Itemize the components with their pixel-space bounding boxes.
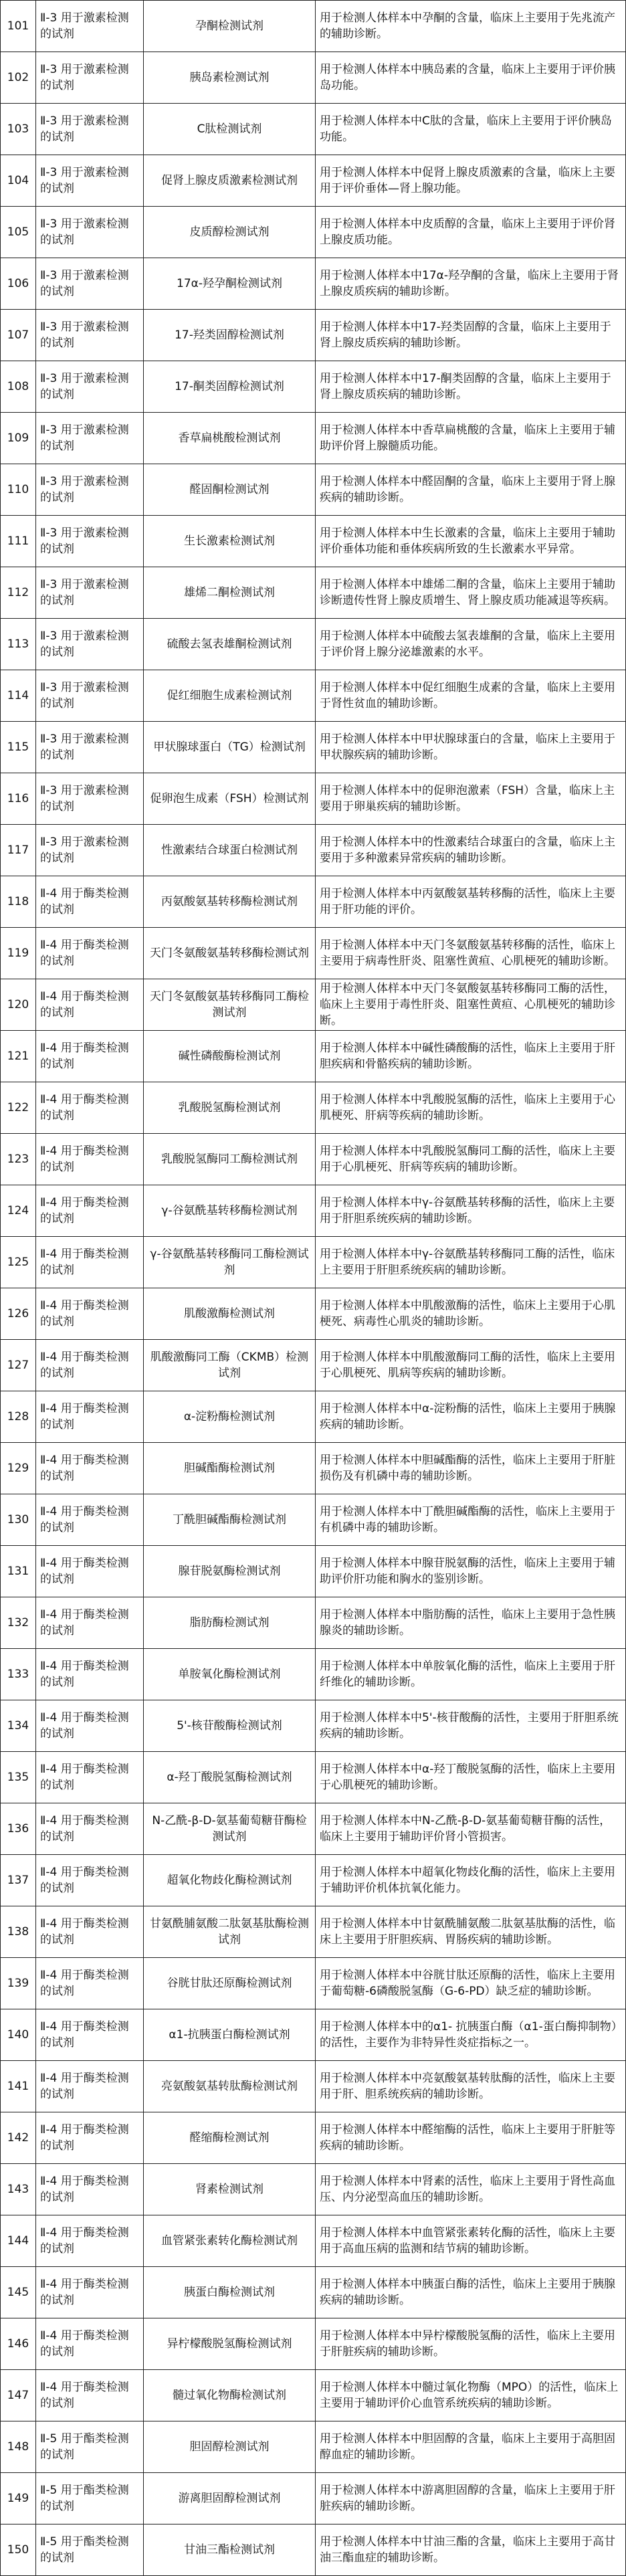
row-number: 118 <box>1 876 36 928</box>
row-intended-use: 用于检测人体样本中胆碱酯酶的活性，临床上主要用于肝脏损伤及有机磷中毒的辅助诊断。 <box>316 1443 626 1494</box>
table-row <box>1 516 626 567</box>
row-reagent-name: 碱性磷酸酶检测试剂 <box>144 1031 316 1082</box>
table-row <box>1 2215 626 2267</box>
row-intended-use: 用于检测人体样本中乳酸脱氢酶的活性，临床上主要用于心肌梗死、肝病等疾病的辅助诊断。 <box>316 1082 626 1134</box>
row-number: 121 <box>1 1031 36 1082</box>
table-row <box>1 361 626 413</box>
row-reagent-name: 丁酰胆碱酯酶检测试剂 <box>144 1494 316 1546</box>
row-category: Ⅱ-4 用于酶类检测的试剂 <box>36 876 144 928</box>
row-reagent-name: γ-谷氨酰基转移酶检测试剂 <box>144 1185 316 1237</box>
row-reagent-name: 5'-核苷酸酶检测试剂 <box>144 1700 316 1752</box>
row-number: 120 <box>1 979 36 1031</box>
row-intended-use: 用于检测人体样本中天门冬氨酸氨基转移酶的活性，临床上主要用于病毒性肝炎、阻塞性黄疸、心肌梗死的辅助诊断。 <box>316 928 626 979</box>
row-reagent-name: 香草扁桃酸检测试剂 <box>144 413 316 464</box>
table-row <box>1 258 626 310</box>
row-number: 123 <box>1 1134 36 1185</box>
row-number: 128 <box>1 1391 36 1443</box>
row-number: 150 <box>1 2524 36 2576</box>
row-category: Ⅱ-4 用于酶类检测的试剂 <box>36 2112 144 2164</box>
row-number: 106 <box>1 258 36 310</box>
row-number: 134 <box>1 1700 36 1752</box>
row-reagent-name: 醛固酮检测试剂 <box>144 464 316 516</box>
row-reagent-name: 性激素结合球蛋白检测试剂 <box>144 825 316 876</box>
row-category: Ⅱ-4 用于酶类检测的试剂 <box>36 2370 144 2421</box>
row-intended-use: 用于检测人体样本中香草扁桃酸的含量，临床上主要用于辅助评价肾上腺髓质功能。 <box>316 413 626 464</box>
table-row <box>1 1391 626 1443</box>
row-intended-use: 用于检测人体样本中丁酰胆碱酯酶的活性，临床上主要用于有机磷中毒的辅助诊断。 <box>316 1494 626 1546</box>
row-reagent-name: 超氧化物歧化酶检测试剂 <box>144 1855 316 1906</box>
row-category: Ⅱ-3 用于激素检测的试剂 <box>36 52 144 104</box>
row-category: Ⅱ-4 用于酶类检测的试剂 <box>36 1340 144 1391</box>
row-intended-use: 用于检测人体样本中孕酮的含量，临床上主要用于先兆流产的辅助诊断。 <box>316 1 626 52</box>
table-row <box>1 1134 626 1185</box>
row-reagent-name: 腺苷脱氨酶检测试剂 <box>144 1546 316 1597</box>
row-category: Ⅱ-4 用于酶类检测的试剂 <box>36 2267 144 2318</box>
row-intended-use: 用于检测人体样本中谷胱甘肽还原酶的活性，临床上主要用于葡萄糖-6磷酸脱氢酶（G-6-PD）缺乏症的辅助诊断。 <box>316 1958 626 2009</box>
row-reagent-name: 天门冬氨酸氨基转移酶检测试剂 <box>144 928 316 979</box>
row-reagent-name: 甘氨酰脯氨酸二肽氨基肽酶检测试剂 <box>144 1906 316 1958</box>
row-category: Ⅱ-4 用于酶类检测的试剂 <box>36 1597 144 1649</box>
row-intended-use: 用于检测人体样本中γ-谷氨酰基转移酶的活性，临床上主要用于肝胆系统疾病的辅助诊断。 <box>316 1185 626 1237</box>
table-row <box>1 1803 626 1855</box>
row-intended-use: 用于检测人体样本中的α1- 抗胰蛋白酶（α1-蛋白酶抑制物）的活性，主要作为非特异性炎症指标之一。 <box>316 2009 626 2061</box>
row-number: 109 <box>1 413 36 464</box>
row-intended-use: 用于检测人体样本中脂肪酶的活性，临床上主要用于急性胰腺炎的辅助诊断。 <box>316 1597 626 1649</box>
row-reagent-name: α-羟丁酸脱氢酶检测试剂 <box>144 1752 316 1803</box>
row-category: Ⅱ-3 用于激素检测的试剂 <box>36 155 144 207</box>
row-intended-use: 用于检测人体样本中腺苷脱氨酶的活性，临床上主要用于辅助评价肝功能和胸水的鉴别诊断。 <box>316 1546 626 1597</box>
row-category: Ⅱ-5 用于酯类检测的试剂 <box>36 2524 144 2576</box>
row-category: Ⅱ-3 用于激素检测的试剂 <box>36 619 144 670</box>
row-category: Ⅱ-4 用于酶类检测的试剂 <box>36 1855 144 1906</box>
row-number: 133 <box>1 1649 36 1700</box>
row-category: Ⅱ-4 用于酶类检测的试剂 <box>36 928 144 979</box>
row-reagent-name: γ-谷氨酰基转移酶同工酶检测试剂 <box>144 1237 316 1288</box>
row-reagent-name: N-乙酰-β-D-氨基葡萄糖苷酶检测试剂 <box>144 1803 316 1855</box>
row-number: 117 <box>1 825 36 876</box>
row-number: 114 <box>1 670 36 722</box>
row-number: 138 <box>1 1906 36 1958</box>
row-reagent-name: 异柠檬酸脱氢酶检测试剂 <box>144 2318 316 2370</box>
row-intended-use: 用于检测人体样本中甘氨酰脯氨酸二肽氨基肽酶的活性，临床上主要用于肝胆疾病、胃肠疾病的辅助诊断。 <box>316 1906 626 1958</box>
row-number: 136 <box>1 1803 36 1855</box>
row-intended-use: 用于检测人体样本中丙氨酸氨基转移酶的活性，临床上主要用于肝功能的评价。 <box>316 876 626 928</box>
row-reagent-name: 单胺氧化酶检测试剂 <box>144 1649 316 1700</box>
table-row <box>1 1958 626 2009</box>
table-row <box>1 2524 626 2576</box>
table-row <box>1 670 626 722</box>
row-number: 144 <box>1 2215 36 2267</box>
row-category: Ⅱ-4 用于酶类检测的试剂 <box>36 1185 144 1237</box>
row-category: Ⅱ-4 用于酶类检测的试剂 <box>36 2164 144 2215</box>
row-number: 140 <box>1 2009 36 2061</box>
row-category: Ⅱ-4 用于酶类检测的试剂 <box>36 1443 144 1494</box>
table-row <box>1 2009 626 2061</box>
row-number: 137 <box>1 1855 36 1906</box>
row-number: 105 <box>1 207 36 258</box>
table-row <box>1 1082 626 1134</box>
row-number: 103 <box>1 104 36 155</box>
row-intended-use: 用于检测人体样本中5'-核苷酸酶的活性，主要用于肝胆系统疾病的辅助诊断。 <box>316 1700 626 1752</box>
row-intended-use: 用于检测人体样本中17-羟类固醇的含量，临床上主要用于肾上腺皮质疾病的辅助诊断。 <box>316 310 626 361</box>
row-reagent-name: 17-羟类固醇检测试剂 <box>144 310 316 361</box>
row-category: Ⅱ-3 用于激素检测的试剂 <box>36 1 144 52</box>
row-category: Ⅱ-4 用于酶类检测的试剂 <box>36 979 144 1031</box>
row-category: Ⅱ-4 用于酶类检测的试剂 <box>36 1134 144 1185</box>
row-number: 127 <box>1 1340 36 1391</box>
row-reagent-name: 孕酮检测试剂 <box>144 1 316 52</box>
row-intended-use: 用于检测人体样本中胆固醇的含量，临床上主要用于高胆固醇血症的辅助诊断。 <box>316 2421 626 2473</box>
row-category: Ⅱ-5 用于酯类检测的试剂 <box>36 2421 144 2473</box>
table-row <box>1 1906 626 1958</box>
row-reagent-name: 肌酸激酶检测试剂 <box>144 1288 316 1340</box>
row-number: 135 <box>1 1752 36 1803</box>
row-reagent-name: 甘油三酯检测试剂 <box>144 2524 316 2576</box>
table-row <box>1 1185 626 1237</box>
table-row <box>1 413 626 464</box>
row-category: Ⅱ-4 用于酶类检测的试剂 <box>36 1237 144 1288</box>
table-row <box>1 1700 626 1752</box>
table-row <box>1 2164 626 2215</box>
table-row <box>1 619 626 670</box>
row-intended-use: 用于检测人体样本中甲状腺球蛋白的含量，临床上主要用于甲状腺疾病的辅助诊断。 <box>316 722 626 773</box>
row-category: Ⅱ-4 用于酶类检测的试剂 <box>36 1906 144 1958</box>
row-intended-use: 用于检测人体样本中C肽的含量，临床上主要用于评价胰岛功能。 <box>316 104 626 155</box>
row-intended-use: 用于检测人体样本中超氧化物歧化酶的活性，临床上主要用于辅助评价机体抗氧化能力。 <box>316 1855 626 1906</box>
row-number: 143 <box>1 2164 36 2215</box>
table-row <box>1 1288 626 1340</box>
table-row <box>1 464 626 516</box>
row-category: Ⅱ-4 用于酶类检测的试剂 <box>36 2009 144 2061</box>
table-row <box>1 2061 626 2112</box>
row-reagent-name: 胆碱酯酶检测试剂 <box>144 1443 316 1494</box>
row-intended-use: 用于检测人体样本中生长激素的含量，临床上主要用于辅助评价垂体功能和垂体疾病所致的生长激素水平异常。 <box>316 516 626 567</box>
row-number: 113 <box>1 619 36 670</box>
table-row <box>1 2421 626 2473</box>
table-row <box>1 928 626 979</box>
row-number: 110 <box>1 464 36 516</box>
table-row <box>1 1031 626 1082</box>
row-reagent-name: 肾素检测试剂 <box>144 2164 316 2215</box>
row-category: Ⅱ-3 用于激素检测的试剂 <box>36 361 144 413</box>
row-number: 148 <box>1 2421 36 2473</box>
row-reagent-name: 生长激素检测试剂 <box>144 516 316 567</box>
row-intended-use: 用于检测人体样本中皮质醇的含量，临床上主要用于评价肾上腺皮质功能。 <box>316 207 626 258</box>
row-intended-use: 用于检测人体样本中髓过氧化物酶（MPO）的活性，临床上主要用于辅助评价心血管系统疾病的辅助诊断。 <box>316 2370 626 2421</box>
row-intended-use: 用于检测人体样本中甘油三酯的含量，临床上主要用于高甘油三酯血症的辅助诊断。 <box>316 2524 626 2576</box>
table-row <box>1 1855 626 1906</box>
row-number: 112 <box>1 567 36 619</box>
row-reagent-name: 甲状腺球蛋白（TG）检测试剂 <box>144 722 316 773</box>
table-row <box>1 1546 626 1597</box>
table-row <box>1 1 626 52</box>
table-row <box>1 2318 626 2370</box>
row-intended-use: 用于检测人体样本中肌酸激酶的活性，临床上主要用于心肌梗死、病毒性心肌炎的辅助诊断。 <box>316 1288 626 1340</box>
row-category: Ⅱ-3 用于激素检测的试剂 <box>36 310 144 361</box>
row-intended-use: 用于检测人体样本中天门冬氨酸氨基转移酶同工酶的活性，临床上主要用于毒性肝炎、阻塞性黄疸、心肌梗死的辅助诊断。 <box>316 979 626 1031</box>
row-number: 104 <box>1 155 36 207</box>
row-intended-use: 用于检测人体样本中N-乙酰-β-D-氨基葡萄糖苷酶的活性，临床上主要用于辅助评价肾小管损害。 <box>316 1803 626 1855</box>
table-row <box>1 1597 626 1649</box>
table-row <box>1 52 626 104</box>
row-category: Ⅱ-3 用于激素检测的试剂 <box>36 207 144 258</box>
row-category: Ⅱ-3 用于激素检测的试剂 <box>36 104 144 155</box>
row-category: Ⅱ-4 用于酶类检测的试剂 <box>36 2215 144 2267</box>
table-row <box>1 1494 626 1546</box>
row-number: 101 <box>1 1 36 52</box>
row-category: Ⅱ-4 用于酶类检测的试剂 <box>36 1494 144 1546</box>
row-category: Ⅱ-4 用于酶类检测的试剂 <box>36 1546 144 1597</box>
row-category: Ⅱ-4 用于酶类检测的试剂 <box>36 1288 144 1340</box>
row-number: 115 <box>1 722 36 773</box>
row-reagent-name: 谷胱甘肽还原酶检测试剂 <box>144 1958 316 2009</box>
row-number: 116 <box>1 773 36 825</box>
row-reagent-name: 乳酸脱氢酶同工酶检测试剂 <box>144 1134 316 1185</box>
row-number: 124 <box>1 1185 36 1237</box>
row-intended-use: 用于检测人体样本中肌酸激酶同工酶的活性，临床上主要用于心肌梗死、肌病等疾病的辅助诊断。 <box>316 1340 626 1391</box>
row-number: 129 <box>1 1443 36 1494</box>
row-number: 131 <box>1 1546 36 1597</box>
row-reagent-name: 硫酸去氢表雄酮检测试剂 <box>144 619 316 670</box>
row-number: 102 <box>1 52 36 104</box>
table-row <box>1 1340 626 1391</box>
row-number: 119 <box>1 928 36 979</box>
row-reagent-name: 游离胆固醇检测试剂 <box>144 2473 316 2524</box>
row-reagent-name: 醛缩酶检测试剂 <box>144 2112 316 2164</box>
row-number: 132 <box>1 1597 36 1649</box>
row-intended-use: 用于检测人体样本中碱性磷酸酶的活性，临床上主要用于肝胆疾病和骨骼疾病的辅助诊断。 <box>316 1031 626 1082</box>
row-category: Ⅱ-3 用于激素检测的试剂 <box>36 516 144 567</box>
row-intended-use: 用于检测人体样本中胰蛋白酶的活性，临床上主要用于胰腺疾病的辅助诊断。 <box>316 2267 626 2318</box>
row-category: Ⅱ-4 用于酶类检测的试剂 <box>36 1391 144 1443</box>
row-reagent-name: C肽检测试剂 <box>144 104 316 155</box>
row-intended-use: 用于检测人体样本中亮氨酸氨基转肽酶的活性，临床上主要用于肝、胆系统疾病的辅助诊断。 <box>316 2061 626 2112</box>
row-reagent-name: 促红细胞生成素检测试剂 <box>144 670 316 722</box>
row-reagent-name: 促肾上腺皮质激素检测试剂 <box>144 155 316 207</box>
row-reagent-name: 天门冬氨酸氨基转移酶同工酶检测试剂 <box>144 979 316 1031</box>
row-number: 125 <box>1 1237 36 1288</box>
row-number: 108 <box>1 361 36 413</box>
row-intended-use: 用于检测人体样本中的促卵泡激素（FSH）含量，临床上主要用于卵巢疾病的辅助诊断。 <box>316 773 626 825</box>
row-number: 107 <box>1 310 36 361</box>
row-number: 126 <box>1 1288 36 1340</box>
row-reagent-name: 胰岛素检测试剂 <box>144 52 316 104</box>
row-intended-use: 用于检测人体样本中α-淀粉酶的活性，临床上主要用于胰腺疾病的辅助诊断。 <box>316 1391 626 1443</box>
row-number: 141 <box>1 2061 36 2112</box>
row-intended-use: 用于检测人体样本中异柠檬酸脱氢酶的活性，临床上主要用于肝脏疾病的辅助诊断。 <box>316 2318 626 2370</box>
row-reagent-name: 促卵泡生成素（FSH）检测试剂 <box>144 773 316 825</box>
row-category: Ⅱ-4 用于酶类检测的试剂 <box>36 1082 144 1134</box>
row-intended-use: 用于检测人体样本中17α-羟孕酮的含量，临床上主要用于肾上腺皮质疾病的辅助诊断。 <box>316 258 626 310</box>
row-category: Ⅱ-4 用于酶类检测的试剂 <box>36 1649 144 1700</box>
row-category: Ⅱ-3 用于激素检测的试剂 <box>36 567 144 619</box>
row-reagent-name: 乳酸脱氢酶检测试剂 <box>144 1082 316 1134</box>
row-reagent-name: 胰蛋白酶检测试剂 <box>144 2267 316 2318</box>
table-body <box>1 1 626 2576</box>
row-category: Ⅱ-3 用于激素检测的试剂 <box>36 670 144 722</box>
row-category: Ⅱ-4 用于酶类检测的试剂 <box>36 1803 144 1855</box>
row-intended-use: 用于检测人体样本中胰岛素的含量，临床上主要用于评价胰岛功能。 <box>316 52 626 104</box>
table-row <box>1 722 626 773</box>
table-row <box>1 207 626 258</box>
row-number: 111 <box>1 516 36 567</box>
row-reagent-name: 亮氨酸氨基转肽酶检测试剂 <box>144 2061 316 2112</box>
row-category: Ⅱ-4 用于酶类检测的试剂 <box>36 1752 144 1803</box>
row-reagent-name: 17-酮类固醇检测试剂 <box>144 361 316 413</box>
row-category: Ⅱ-3 用于激素检测的试剂 <box>36 773 144 825</box>
row-reagent-name: 肌酸激酶同工酶（CKMB）检测试剂 <box>144 1340 316 1391</box>
row-number: 147 <box>1 2370 36 2421</box>
row-number: 149 <box>1 2473 36 2524</box>
row-reagent-name: 胆固醇检测试剂 <box>144 2421 316 2473</box>
row-intended-use: 用于检测人体样本中17-酮类固醇的含量，临床上主要用于肾上腺皮质疾病的辅助诊断。 <box>316 361 626 413</box>
row-intended-use: 用于检测人体样本中促红细胞生成素的含量，临床上主要用于肾性贫血的辅助诊断。 <box>316 670 626 722</box>
row-category: Ⅱ-4 用于酶类检测的试剂 <box>36 2318 144 2370</box>
table-row <box>1 1752 626 1803</box>
row-category: Ⅱ-4 用于酶类检测的试剂 <box>36 2061 144 2112</box>
table-row <box>1 825 626 876</box>
row-reagent-name: α-淀粉酶检测试剂 <box>144 1391 316 1443</box>
row-reagent-name: 17α-羟孕酮检测试剂 <box>144 258 316 310</box>
table-row <box>1 104 626 155</box>
row-intended-use: 用于检测人体样本中血管紧张素转化酶的活性，临床上主要用于高血压病的监测和结节病的辅助诊断。 <box>316 2215 626 2267</box>
row-number: 146 <box>1 2318 36 2370</box>
row-intended-use: 用于检测人体样本中γ-谷氨酰基转移酶同工酶的活性，临床上主要用于肝胆系统疾病的辅助诊断。 <box>316 1237 626 1288</box>
row-reagent-name: 皮质醇检测试剂 <box>144 207 316 258</box>
row-reagent-name: 髓过氧化物酶检测试剂 <box>144 2370 316 2421</box>
table-row <box>1 2267 626 2318</box>
row-category: Ⅱ-3 用于激素检测的试剂 <box>36 464 144 516</box>
row-intended-use: 用于检测人体样本中单胺氧化酶的活性，临床上主要用于肝纤维化的辅助诊断。 <box>316 1649 626 1700</box>
table-row <box>1 1237 626 1288</box>
table-row <box>1 2370 626 2421</box>
row-number: 122 <box>1 1082 36 1134</box>
row-intended-use: 用于检测人体样本中雄烯二酮的含量，临床上主要用于辅助诊断遗传性肾上腺皮质增生、肾上腺皮质功能减退等疾病。 <box>316 567 626 619</box>
row-intended-use: 用于检测人体样本中醛缩酶的活性，临床上主要用于肝脏等疾病的辅助诊断。 <box>316 2112 626 2164</box>
row-reagent-name: 血管紧张素转化酶检测试剂 <box>144 2215 316 2267</box>
table-row <box>1 567 626 619</box>
row-category: Ⅱ-3 用于激素检测的试剂 <box>36 413 144 464</box>
row-category: Ⅱ-4 用于酶类检测的试剂 <box>36 1700 144 1752</box>
table-row <box>1 1649 626 1700</box>
row-intended-use: 用于检测人体样本中游离胆固醇的含量，临床上主要用于肝脏疾病的辅助诊断。 <box>316 2473 626 2524</box>
row-intended-use: 用于检测人体样本中α-羟丁酸脱氢酶的活性，临床上主要用于心肌梗死的辅助诊断。 <box>316 1752 626 1803</box>
table-row <box>1 155 626 207</box>
row-intended-use: 用于检测人体样本中肾素的活性，临床上主要用于肾性高血压、内分泌型高血压的辅助诊断。 <box>316 2164 626 2215</box>
row-number: 130 <box>1 1494 36 1546</box>
row-category: Ⅱ-5 用于酯类检测的试剂 <box>36 2473 144 2524</box>
table-row <box>1 1443 626 1494</box>
row-category: Ⅱ-3 用于激素检测的试剂 <box>36 258 144 310</box>
row-reagent-name: 丙氨酸氨基转移酶检测试剂 <box>144 876 316 928</box>
row-intended-use: 用于检测人体样本中乳酸脱氢酶同工酶的活性，临床上主要用于心肌梗死、肝病等疾病的辅助诊断。 <box>316 1134 626 1185</box>
table-row <box>1 2112 626 2164</box>
table-row <box>1 2473 626 2524</box>
row-category: Ⅱ-4 用于酶类检测的试剂 <box>36 1031 144 1082</box>
row-number: 145 <box>1 2267 36 2318</box>
row-number: 139 <box>1 1958 36 2009</box>
row-intended-use: 用于检测人体样本中的性激素结合球蛋白的含量，临床上主要用于多种激素异常疾病的辅助诊断。 <box>316 825 626 876</box>
table-row <box>1 310 626 361</box>
row-reagent-name: 脂肪酶检测试剂 <box>144 1597 316 1649</box>
table-row <box>1 876 626 928</box>
row-number: 142 <box>1 2112 36 2164</box>
row-category: Ⅱ-4 用于酶类检测的试剂 <box>36 1958 144 2009</box>
row-reagent-name: α1-抗胰蛋白酶检测试剂 <box>144 2009 316 2061</box>
row-intended-use: 用于检测人体样本中促肾上腺皮质激素的含量，临床上主要用于评价垂体—肾上腺功能。 <box>316 155 626 207</box>
row-intended-use: 用于检测人体样本中醛固酮的含量，临床上主要用于肾上腺疾病的辅助诊断。 <box>316 464 626 516</box>
row-reagent-name: 雄烯二酮检测试剂 <box>144 567 316 619</box>
table-row <box>1 979 626 1031</box>
row-intended-use: 用于检测人体样本中硫酸去氢表雄酮的含量，临床上主要用于评价肾上腺分泌雄激素的水平。 <box>316 619 626 670</box>
table-row <box>1 773 626 825</box>
row-category: Ⅱ-3 用于激素检测的试剂 <box>36 825 144 876</box>
row-category: Ⅱ-3 用于激素检测的试剂 <box>36 722 144 773</box>
